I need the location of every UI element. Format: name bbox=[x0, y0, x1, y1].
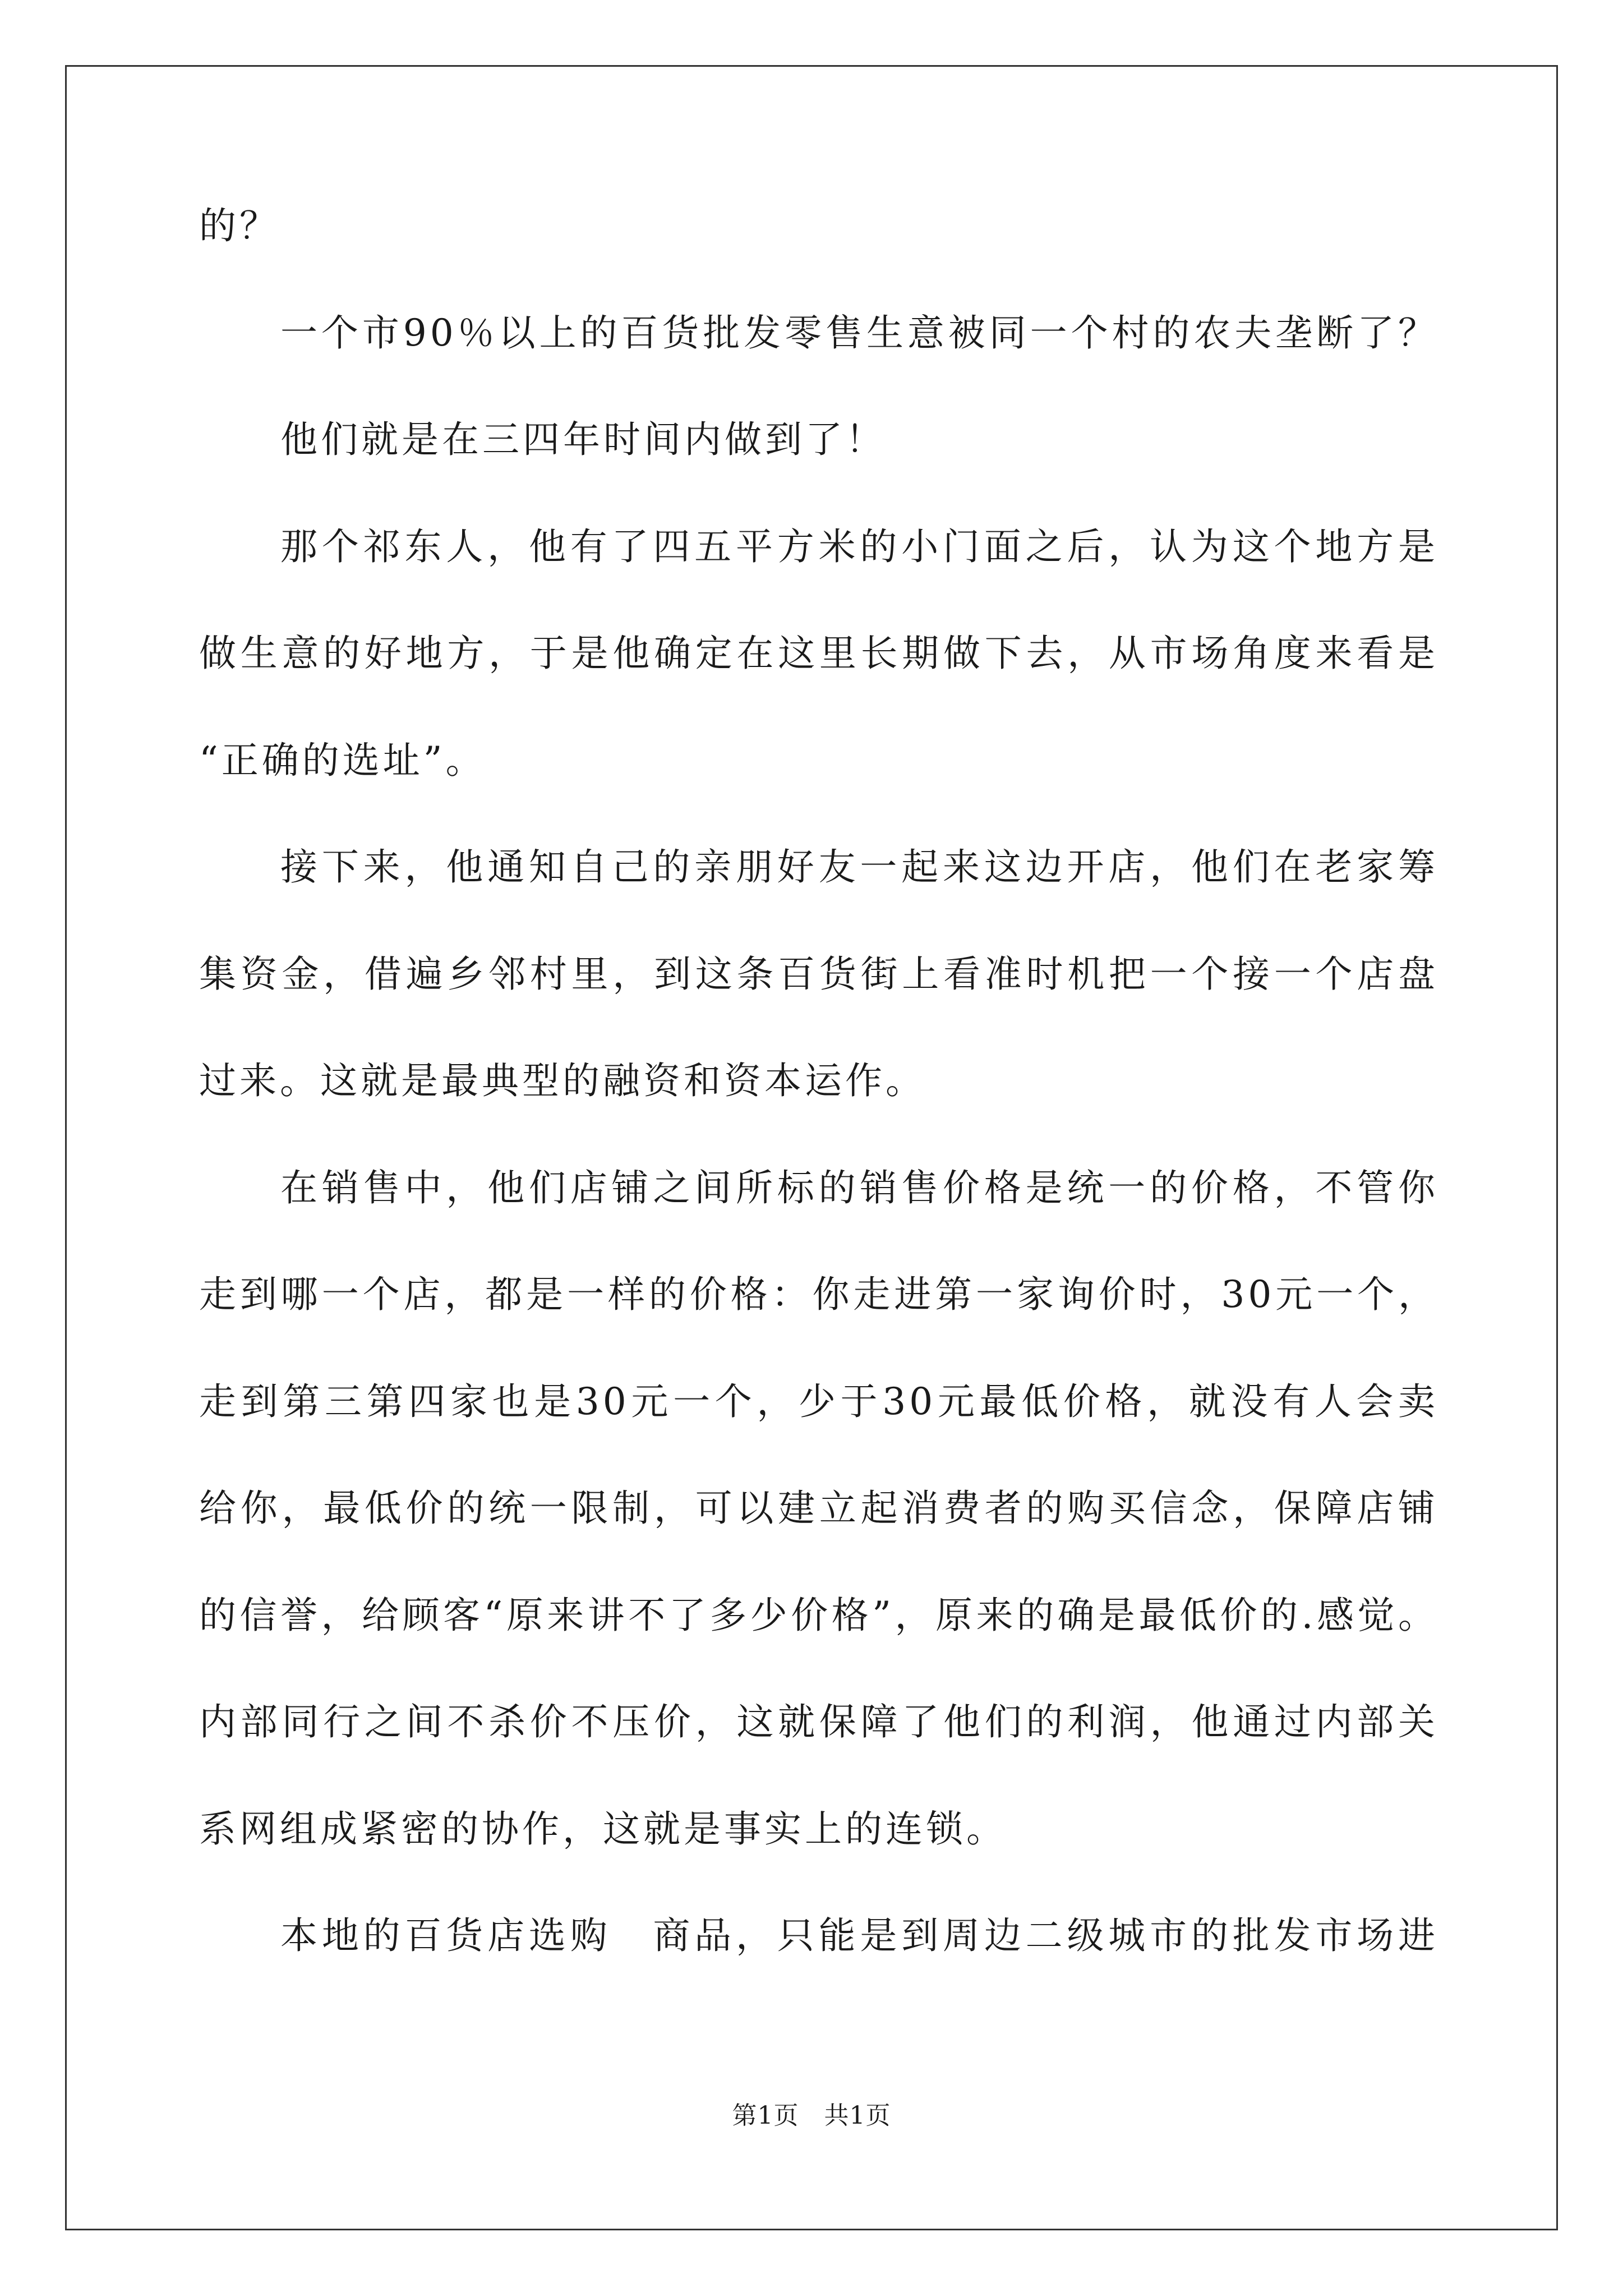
text-line: 做生意的好地方，于是他确定在这里长期做下去，从市场角度来看是 bbox=[199, 632, 1438, 675]
text-line: 在销售中，他们店铺之间所标的销售价格是统一的价格，不管你 bbox=[280, 1166, 1438, 1209]
text-line: 走到第三第四家也是30元一个，少于30元最低价格，就没有人会卖 bbox=[199, 1379, 1438, 1423]
text-line: 的？ bbox=[199, 204, 280, 247]
text-line: 集资金，借遍乡邻村里，到这条百货街上看准时机把一个接一个店盘 bbox=[199, 952, 1438, 996]
text-line: 一个市90％以上的百货批发零售生意被同一个村的农夫垄断了？ bbox=[280, 311, 1438, 355]
text-line: 他们就是在三四年时间内做到了！ bbox=[280, 418, 886, 461]
text-line: 的信誉，给顾客“原来讲不了多少价格”，原来的确是最低价的.感觉。 bbox=[199, 1593, 1438, 1637]
text-line: 本地的百货店选购 商品，只能是到周边二级城市的批发市场进 bbox=[280, 1914, 1438, 1957]
text-line: 那个祁东人，他有了四五平方米的小门面之后，认为这个地方是 bbox=[280, 524, 1438, 568]
text-line: 接下来，他通知自己的亲朋好友一起来这边开店，他们在老家筹 bbox=[280, 845, 1438, 889]
text-line: “正确的选址”。 bbox=[199, 738, 486, 782]
text-line: 内部同行之间不杀价不压价，这就保障了他们的利润，他通过内部关 bbox=[199, 1700, 1438, 1743]
text-line: 给你，最低价的统一限制，可以建立起消费者的购买信念，保障店铺 bbox=[199, 1487, 1438, 1530]
text-line: 过来。这就是最典型的融资和资本运作。 bbox=[199, 1059, 926, 1102]
document-body bbox=[199, 204, 1438, 2024]
text-line: 系网组成紧密的协作，这就是事实上的连锁。 bbox=[199, 1807, 1007, 1851]
text-line: 走到哪一个店，都是一样的价格：你走进第一家询价时，30元一个， bbox=[199, 1273, 1438, 1316]
page-footer: 第1页 共1页 bbox=[732, 2101, 891, 2130]
